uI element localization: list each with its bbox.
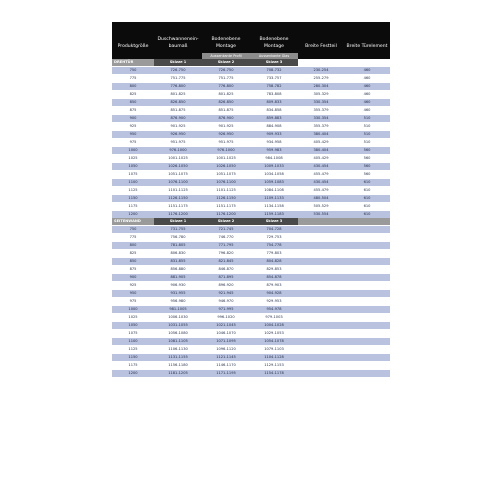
table-cell [298,314,344,322]
table-cell: 776-800 [202,83,250,91]
table-cell: 610 [344,179,390,187]
table-cell: 1154-1178 [250,370,298,378]
table-cell: 1075 [112,171,154,179]
section-label-skizze-1: Skizze 1 [154,218,202,226]
table-cell: 1025 [112,314,154,322]
table-cell: 951-975 [202,139,250,147]
subheader-aussenkante-profil: Aussenkante Profil [202,53,250,59]
table-cell [298,330,344,338]
table-row [112,131,390,139]
subheader-aussenkante-glas: Aussenkante Glas [250,53,298,59]
table-cell: 826-850 [202,99,250,107]
table-cell: 610 [344,187,390,195]
table-cell: 825 [112,250,154,258]
table-cell: 460 [344,83,390,91]
table-cell: 460 [344,107,390,115]
table-cell [298,282,344,290]
table-cell: 1081-1105 [154,338,202,346]
table-cell: 976-1000 [154,147,202,155]
header-breite-festteil: Breite Festteil [298,22,344,53]
table-row [112,250,390,258]
table-cell: 829-853 [250,266,298,274]
table-cell: 746-770 [202,234,250,242]
table-cell: 731-755 [154,226,202,234]
table-cell: 876-900 [202,115,250,123]
table-row [112,226,390,234]
table-cell: 925 [112,123,154,131]
header-breite-tuerelement: Breite Türelement [344,22,390,53]
table-cell: 951-975 [154,139,202,147]
table-cell: 946-970 [202,298,250,306]
table-cell: 255-279 [298,75,344,83]
table-cell: 909-933 [250,131,298,139]
table-cell [344,330,390,338]
table-cell: 1125 [112,346,154,354]
table-cell: 875 [112,266,154,274]
table-cell: 1051-1075 [154,171,202,179]
table-cell: 1126-1150 [154,195,202,203]
table-row [112,290,390,298]
table-cell: 560 [344,163,390,171]
table-cell: 460 [344,75,390,83]
table-cell: 956-980 [154,298,202,306]
table-cell: 984-1008 [250,155,298,163]
table-cell: 875 [112,107,154,115]
table-cell: 733-757 [250,75,298,83]
table-cell [298,354,344,362]
table-cell: 821-845 [202,258,250,266]
table-cell: 826-850 [154,99,202,107]
table-cell: 355-379 [298,123,344,131]
table-cell: 1056-1080 [154,330,202,338]
table-cell: 305-329 [298,91,344,99]
table-row [112,274,390,282]
table-cell: 1026-1050 [202,163,250,171]
table-cell: 1079-1103 [250,346,298,354]
section-label-skizze-3: Skizze 3 [250,218,298,226]
section-label-skizze-3: Skizze 3 [250,59,298,67]
table-cell: 1075 [112,330,154,338]
table-cell: 1076-1100 [202,179,250,187]
table-cell: 1175 [112,203,154,211]
table-cell: 884-908 [250,123,298,131]
table-cell: 1200 [112,370,154,378]
table-row [112,346,390,354]
table-cell: 1176-1200 [154,211,202,219]
table-cell: 1025 [112,155,154,163]
table-row [112,322,390,330]
table-cell: 1121-1145 [202,354,250,362]
table-cell: 1050 [112,163,154,171]
table-cell: 801-825 [202,91,250,99]
table-cell: 975 [112,298,154,306]
section-blank [344,59,390,67]
table-cell: 1146-1170 [202,362,250,370]
table-cell [298,226,344,234]
table-row [112,123,390,131]
table-cell: 954-978 [250,306,298,314]
table-cell [344,250,390,258]
size-table-body [112,22,390,377]
table-cell: 776-800 [154,83,202,91]
table-cell: 1125 [112,187,154,195]
table-cell: 505-529 [298,203,344,211]
table-row [112,83,390,91]
section-label-skizze-2: Skizze 2 [202,59,250,67]
table-cell: 975 [112,139,154,147]
table-cell [344,234,390,242]
table-cell: 981-1005 [154,306,202,314]
table-cell: 610 [344,195,390,203]
table-cell: 800 [112,83,154,91]
table-cell: 1000 [112,306,154,314]
table-cell: 881-905 [154,274,202,282]
table-cell: 480-504 [298,195,344,203]
table-cell [298,298,344,306]
table-cell: 904-928 [250,290,298,298]
table-row [112,91,390,99]
table-cell: 1109-1133 [250,195,298,203]
table-cell: 1101-1125 [202,187,250,195]
table-cell [298,370,344,378]
table-cell [344,338,390,346]
table-cell: 1151-1175 [202,203,250,211]
table-cell [298,274,344,282]
table-cell [344,354,390,362]
table-cell [344,242,390,250]
table-cell: 430-454 [298,179,344,187]
table-cell: 1104-1128 [250,354,298,362]
table-cell: 900 [112,115,154,123]
table-cell: 756-780 [154,234,202,242]
table-row [112,306,390,314]
header-bodenebene-montage-profil: Bodenebene Montage [202,22,250,53]
table-cell: 1054-1078 [250,338,298,346]
table-cell: 1076-1100 [154,179,202,187]
table-cell: 959-983 [250,147,298,155]
table-cell: 971-995 [202,306,250,314]
table-cell: 854-878 [250,274,298,282]
table-cell: 1004-1028 [250,322,298,330]
table-cell: 1001-1025 [154,155,202,163]
table-cell: 1071-1095 [202,338,250,346]
table-cell: 355-379 [298,107,344,115]
table-row [112,314,390,322]
table-row [112,282,390,290]
table-cell: 834-858 [250,107,298,115]
table-cell: 779-803 [250,250,298,258]
header-duschwanneneinbaumass: Duschwannenein-baumaß [154,22,202,53]
table-cell: 1171-1195 [202,370,250,378]
table-cell: 1100 [112,179,154,187]
table-cell: 1009-1033 [250,163,298,171]
table-cell: 1034-1058 [250,171,298,179]
table-row [112,171,390,179]
section-header-row [112,59,390,67]
table-cell [298,266,344,274]
table-cell: 901-925 [154,123,202,131]
table-cell: 926-950 [154,131,202,139]
size-table-sheet [112,22,390,377]
table-cell [344,258,390,266]
table-cell [298,290,344,298]
table-cell: 979-1003 [250,314,298,322]
table-row [112,67,390,75]
table-cell: 846-870 [202,266,250,274]
table-cell: 1200 [112,211,154,219]
table-cell: 510 [344,115,390,123]
section-blank [344,218,390,226]
table-row [112,211,390,219]
size-table [112,22,390,377]
table-cell: 775 [112,75,154,83]
table-row [112,266,390,274]
table-cell: 800 [112,242,154,250]
table-row [112,155,390,163]
table-cell: 1175 [112,362,154,370]
table-header-row [112,22,390,53]
table-cell: 1026-1050 [154,163,202,171]
table-cell: 754-778 [250,242,298,250]
table-cell: 896-920 [202,282,250,290]
table-cell: 850 [112,258,154,266]
table-cell: 806-830 [154,250,202,258]
table-row [112,179,390,187]
table-cell: 708-732 [250,67,298,75]
table-cell: 405-429 [298,139,344,147]
table-cell: 726-750 [202,67,250,75]
table-cell: 1126-1150 [202,195,250,203]
table-row [112,354,390,362]
table-cell: 1150 [112,195,154,203]
table-row [112,370,390,378]
table-cell: 1084-1108 [250,187,298,195]
table-cell: 330-354 [298,99,344,107]
table-cell: 876-900 [154,115,202,123]
table-cell: 726-750 [154,67,202,75]
section-header-row [112,218,390,226]
table-cell [344,362,390,370]
table-row [112,203,390,211]
table-cell: 510 [344,123,390,131]
table-cell: 510 [344,139,390,147]
table-cell: 851-875 [202,107,250,115]
table-cell: 560 [344,155,390,163]
table-cell: 775 [112,234,154,242]
table-cell: 801-825 [154,91,202,99]
table-cell [344,370,390,378]
table-cell: 560 [344,171,390,179]
table-cell: 1176-1200 [202,211,250,219]
table-cell: 1159-1183 [250,211,298,219]
table-cell: 851-875 [154,107,202,115]
table-cell: 825 [112,91,154,99]
table-cell: 455-479 [298,171,344,179]
table-cell: 510 [344,131,390,139]
section-blank [298,59,344,67]
table-cell: 1096-1120 [202,346,250,354]
table-cell: 330-354 [298,115,344,123]
section-title: DREHTÜR [112,59,154,67]
table-row [112,242,390,250]
table-cell: 1156-1180 [154,362,202,370]
table-cell: 1046-1070 [202,330,250,338]
table-cell: 921-945 [202,290,250,298]
table-cell: 901-925 [202,123,250,131]
table-cell: 380-404 [298,131,344,139]
table-cell: 530-554 [298,211,344,219]
table-row [112,338,390,346]
table-cell: 1150 [112,354,154,362]
table-cell [298,234,344,242]
table-cell: 1051-1075 [202,171,250,179]
table-cell: 871-895 [202,274,250,282]
table-cell: 750 [112,67,154,75]
table-cell: 809-833 [250,99,298,107]
table-row [112,139,390,147]
table-cell: 758-782 [250,83,298,91]
table-cell: 280-304 [298,83,344,91]
table-cell: 721-745 [202,226,250,234]
table-cell: 856-880 [154,266,202,274]
table-cell: 929-953 [250,298,298,306]
table-cell [298,338,344,346]
table-cell: 1006-1030 [154,314,202,322]
table-cell: 751-775 [154,75,202,83]
table-cell: 230-254 [298,67,344,75]
table-row [112,298,390,306]
table-cell: 926-950 [202,131,250,139]
section-title: SEITENWAND [112,218,154,226]
header-produktgroesse: Produktgröße [112,22,154,53]
table-cell: 950 [112,131,154,139]
table-cell [298,258,344,266]
table-cell: 460 [344,91,390,99]
table-cell: 460 [344,99,390,107]
table-cell: 1101-1125 [154,187,202,195]
table-cell: 996-1020 [202,314,250,322]
table-cell: 1001-1025 [202,155,250,163]
table-cell: 1181-1205 [154,370,202,378]
table-cell [344,266,390,274]
table-row [112,163,390,171]
table-cell [298,362,344,370]
table-cell: 931-955 [154,290,202,298]
table-row [112,234,390,242]
table-row [112,362,390,370]
table-cell [298,346,344,354]
table-cell: 900 [112,274,154,282]
section-label-skizze-2: Skizze 2 [202,218,250,226]
table-cell: 610 [344,211,390,219]
section-blank [298,218,344,226]
table-row [112,75,390,83]
table-row [112,107,390,115]
table-cell: 460 [344,67,390,75]
table-cell: 751-775 [202,75,250,83]
section-label-skizze-1: Skizze 1 [154,59,202,67]
header-bodenebene-montage-glas: Bodenebene Montage [250,22,298,53]
table-row [112,115,390,123]
table-cell: 704-728 [250,226,298,234]
table-cell: 859-883 [250,115,298,123]
table-cell [344,346,390,354]
table-cell: 455-479 [298,187,344,195]
table-cell: 783-808 [250,91,298,99]
table-cell: 925 [112,282,154,290]
table-cell: 906-930 [154,282,202,290]
table-cell: 781-805 [154,242,202,250]
table-cell [298,306,344,314]
table-cell [344,306,390,314]
table-cell: 729-753 [250,234,298,242]
table-cell: 1134-1158 [250,203,298,211]
table-cell [344,290,390,298]
table-row [112,258,390,266]
table-cell [344,298,390,306]
table-row [112,147,390,155]
table-cell: 750 [112,226,154,234]
table-cell: 1106-1130 [154,346,202,354]
table-cell: 1031-1055 [154,322,202,330]
table-cell: 879-903 [250,282,298,290]
table-cell: 1021-1045 [202,322,250,330]
table-cell: 1000 [112,147,154,155]
table-cell: 850 [112,99,154,107]
table-cell [344,314,390,322]
table-cell: 771-795 [202,242,250,250]
table-cell: 1131-1155 [154,354,202,362]
table-cell [344,226,390,234]
table-cell: 560 [344,147,390,155]
table-cell [344,274,390,282]
table-cell: 610 [344,203,390,211]
table-cell: 430-454 [298,163,344,171]
table-cell [344,322,390,330]
table-cell [298,242,344,250]
table-cell: 1129-1153 [250,362,298,370]
table-cell: 804-828 [250,258,298,266]
table-cell [298,322,344,330]
table-cell: 405-429 [298,155,344,163]
table-cell: 1151-1175 [154,203,202,211]
table-cell: 934-958 [250,139,298,147]
table-cell: 1100 [112,338,154,346]
table-cell: 950 [112,290,154,298]
table-cell: 1029-1053 [250,330,298,338]
table-row [112,330,390,338]
table-cell: 976-1000 [202,147,250,155]
table-row [112,195,390,203]
table-cell [344,282,390,290]
table-row [112,99,390,107]
table-cell: 380-404 [298,147,344,155]
table-cell: 1050 [112,322,154,330]
table-row [112,187,390,195]
table-cell: 1059-1083 [250,179,298,187]
table-cell: 796-820 [202,250,250,258]
table-cell [298,250,344,258]
table-cell: 831-855 [154,258,202,266]
